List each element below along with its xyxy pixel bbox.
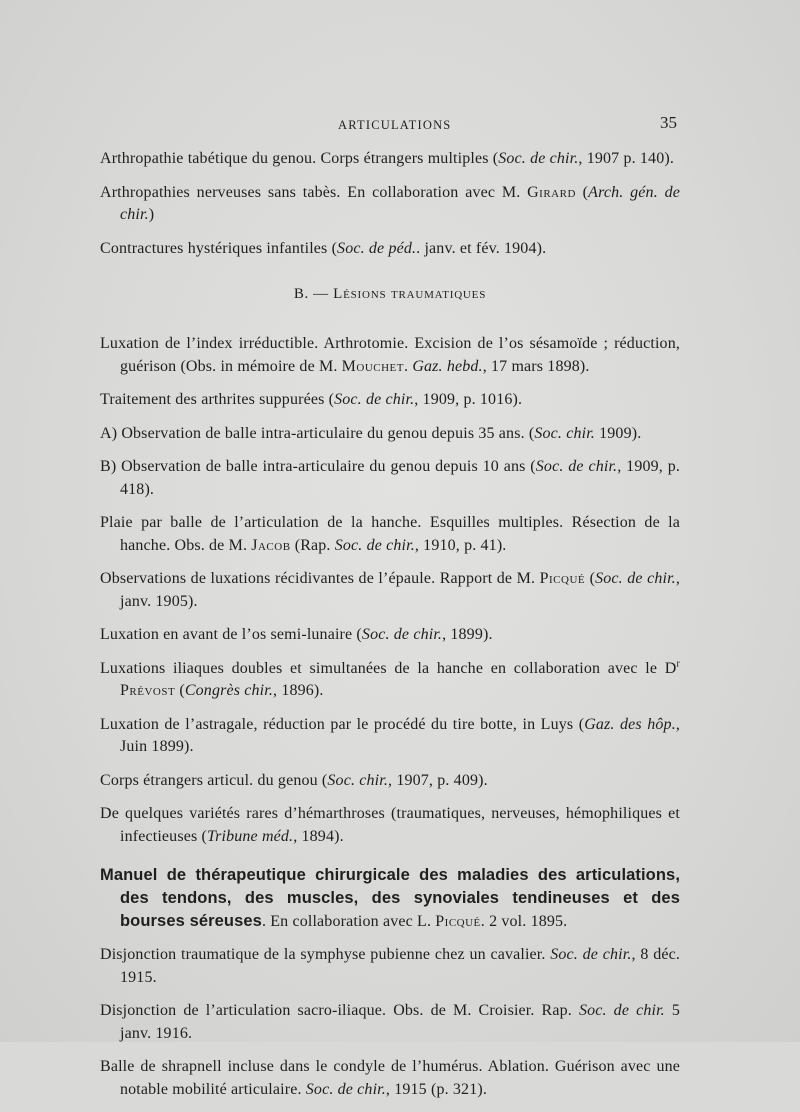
entry-astragale: Luxation de l’astragale, réduction par le procédé du tire botte, in Luys (Gaz. des hôp., Juin 1899). [100, 715, 680, 755]
entry-balle-shrapnell: Balle de shrapnell incluse dans le condyle de l’humérus. Ablation. Guérison avec une notable mobilité articulaire. Soc. de chir., 1915 (p. 321). [100, 1058, 680, 1098]
section-heading-b: B. — Lésions traumatiques [293, 286, 487, 302]
page-number: 35 [660, 113, 677, 132]
running-title: ARTICULATIONS [338, 118, 452, 132]
entry-arthropathie-tabetique: Arthropathie tabétique du genou. Corps étrangers multiples (Soc. de chir., 1907 p. 140). [100, 150, 674, 167]
entry-hemarthroses: De quelques variétés rares d’hémarthroses (traumatiques, nerveuses, hémophiliques et infectieuses (Tribune méd., 1894). [100, 805, 680, 845]
entry-balle-genou-10: B) Observation de balle intra-articulaire du genou depuis 10 ans (Soc. de chir., 1909, p. 418). [100, 458, 681, 498]
entry-balle-genou-35: A) Observation de balle intra-articulaire du genou depuis 35 ans. (Soc. chir. 1909). [100, 424, 642, 442]
entry-semi-lunaire: Luxation en avant de l’os semi-lunaire (Soc. de chir., 1899). [100, 626, 493, 643]
page-header [0, 113, 800, 137]
entry-arthrites-suppurees: Traitement des arthrites suppurées (Soc. de chir., 1909, p. 1016). [100, 391, 523, 408]
entry-luxations-iliaques: Luxations iliaques doubles et simultanées de la hanche en collaboration avec le $D^r$ Prévost (Congrès chir., 1896). [100, 658, 680, 699]
entry-corps-etrangers-genou: Corps étrangers articul. du genou (Soc. chir., 1907, p. 409). [100, 771, 488, 789]
entry-luxations-epaule: Observations de luxations récidivantes de l’épaule. Rapport de M. Picqué (Soc. de chir., janv. 1905). [100, 570, 680, 610]
entry-symphyse-pubienne: Disjonction traumatique de la symphyse pubienne chez un cavalier. Soc. de chir., 8 déc. 1915. [100, 946, 680, 986]
entry-contractures-hysteriques: Contractures hystériques infantiles (Soc. de péd.. janv. et fév. 1904). [100, 239, 547, 257]
entry-manuel-therapeutique: Manuel de thérapeutique chirurgicale des maladies des articulations, des tendons, des muscles, des synoviales tendineuses et des bourses séreuses. En collaboration avec L. Picqué. 2 vol. 1895. [100, 866, 680, 930]
entry-luxation-index: Luxation de l’index irréductible. Arthrotomie. Excision de l’os sésamoïde ; réduction, guérison (Obs. in mémoire de M. Mouchet. Gaz. hebd., 17 mars 1898). [100, 335, 680, 375]
entry-sacro-iliaque: Disjonction de l’articulation sacro-iliaque. Obs. de M. Croisier. Rap. Soc. de chir. 5 janv. 1916. [100, 1002, 680, 1042]
entry-plaie-hanche: Plaie par balle de l’articulation de la hanche. Esquilles multiples. Résection de la hanche. Obs. de M. Jacob (Rap. Soc. de chir., 1910, p. 41). [100, 514, 680, 554]
entry-arthropathies-nerveuses: Arthropathies nerveuses sans tabès. En collaboration avec M. Girard (Arch. gén. de chir.) [100, 183, 680, 223]
page-content [100, 148, 680, 1112]
book-title: Manuel de thérapeutique chirurgicale des maladies des articulations, des tendons, des muscles, des synoviales tendineuses et des bourses séreuses [100, 866, 680, 930]
